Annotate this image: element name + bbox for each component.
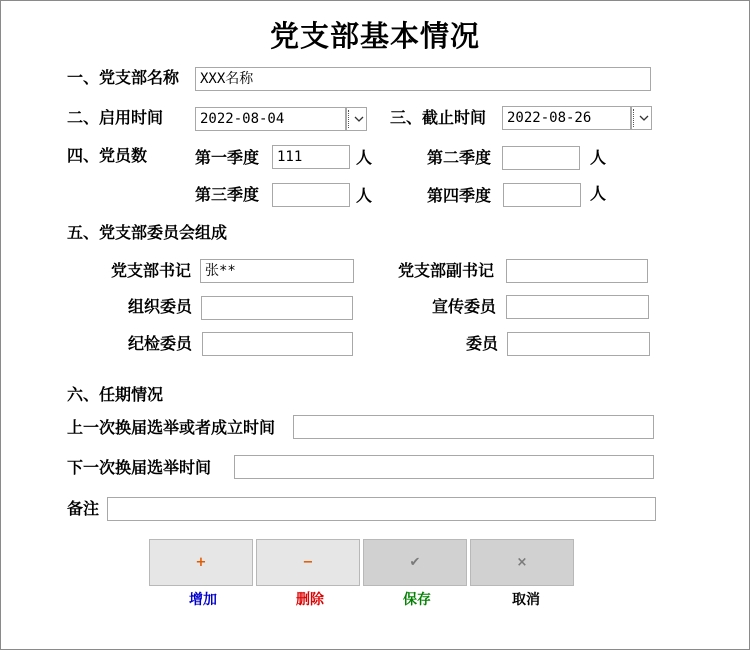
deputy-secretary-label: 党支部副书记 [398,261,495,280]
remarks-input[interactable] [107,497,656,521]
q3-unit: 人 [356,186,373,205]
start-date-value: 2022-08-04 [200,111,285,127]
delete-button-label[interactable]: 删除 [296,592,324,608]
cancel-button[interactable] [470,539,574,586]
q3-input[interactable] [272,183,350,207]
q2-label: 第二季度 [427,148,492,167]
q3-label: 第三季度 [195,185,260,204]
remarks-label: 备注 [67,499,100,518]
q1-unit: 人 [356,148,373,167]
q2-input[interactable] [502,146,580,170]
next-election-input[interactable] [234,455,654,479]
start-date-picker[interactable] [195,107,346,131]
q4-label: 第四季度 [427,186,492,205]
organization-member-label: 组织委员 [128,297,193,316]
add-button-label[interactable]: 增加 [189,592,217,608]
plus-icon: + [195,555,207,570]
q1-input[interactable]: 111 [272,145,350,169]
last-election-input[interactable] [293,415,654,439]
committee-member-label: 委员 [466,334,499,353]
discipline-member-input[interactable] [202,332,353,356]
chevron-down-icon [354,116,364,122]
secretary-label: 党支部书记 [111,261,192,280]
q1-label: 第一季度 [195,148,260,167]
cancel-button-label[interactable]: 取消 [512,592,540,608]
member-count-label: 四、党员数 [67,146,148,165]
delete-button[interactable] [256,539,360,586]
propaganda-member-input[interactable] [506,295,649,319]
start-date-dropdown-button[interactable] [346,107,367,131]
committee-member-input[interactable] [507,332,650,356]
discipline-member-label: 纪检委员 [128,334,193,353]
save-button-label[interactable]: 保存 [403,592,431,608]
start-date-label: 二、启用时间 [67,108,164,127]
end-date-dropdown-button[interactable] [631,106,652,130]
q4-unit: 人 [590,184,607,203]
close-icon: × [516,555,528,570]
end-date-value: 2022-08-26 [507,110,592,126]
q2-unit: 人 [590,148,607,167]
save-button[interactable] [363,539,467,586]
tenure-label: 六、任期情况 [67,385,164,404]
end-date-label: 三、截止时间 [390,108,487,127]
next-election-label: 下一次换届选举时间 [67,458,212,477]
page-title: 党支部基本情况 [269,19,480,53]
checkmark-icon: ✔ [409,555,421,570]
branch-name-label: 一、党支部名称 [67,68,180,87]
propaganda-member-label: 宣传委员 [432,297,497,316]
end-date-picker[interactable] [502,106,631,130]
deputy-secretary-input[interactable] [506,259,648,283]
secretary-input[interactable]: 张** [200,259,354,283]
chevron-down-icon [639,115,649,121]
committee-label: 五、党支部委员会组成 [67,223,228,242]
add-button[interactable] [149,539,253,586]
q4-input[interactable] [503,183,581,207]
branch-name-input[interactable]: XXX名称 [195,67,651,91]
organization-member-input[interactable] [201,296,353,320]
minus-icon: − [302,555,314,570]
last-election-label: 上一次换届选举或者成立时间 [67,418,276,437]
